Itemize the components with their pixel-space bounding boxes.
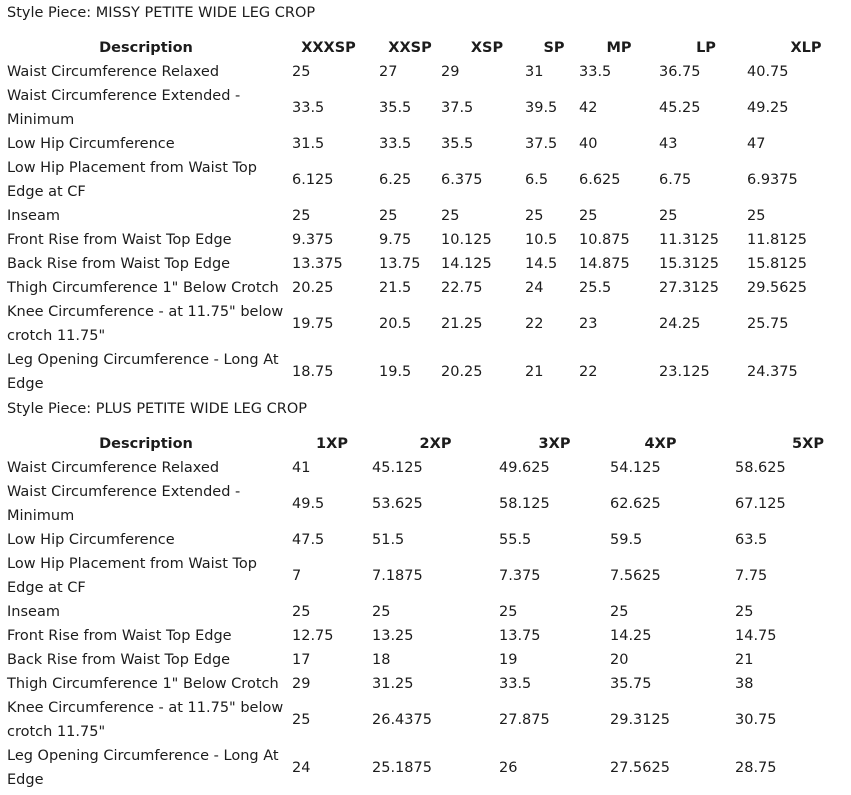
measurement-value: 47.5 <box>292 532 325 548</box>
style-piece-title-plus: Style Piece: PLUS PETITE WIDE LEG CROP <box>7 401 307 417</box>
measurement-value: 10.125 <box>441 232 492 248</box>
measurement-label: Back Rise from Waist Top Edge <box>7 256 231 272</box>
measurement-value: 25 <box>379 208 398 224</box>
measurement-value: 25 <box>292 712 311 728</box>
measurement-value: 58.125 <box>499 496 550 512</box>
measurement-value: 37.5 <box>525 136 558 152</box>
measurement-value: 13.375 <box>292 256 343 272</box>
measurement-label: Inseam <box>7 208 60 224</box>
measurement-value: 24 <box>292 760 311 776</box>
measurement-value: 25.1875 <box>372 760 432 776</box>
table-row <box>0 156 851 204</box>
header-size-5xp: 5XP <box>792 436 824 452</box>
table-row <box>0 624 851 648</box>
measurement-value: 6.25 <box>379 172 412 188</box>
measurement-value: 25 <box>610 604 629 620</box>
table-row <box>0 252 851 276</box>
measurement-value: 25 <box>747 208 766 224</box>
measurement-value: 38 <box>735 676 754 692</box>
table-row <box>0 60 851 84</box>
measurement-value: 62.625 <box>610 496 661 512</box>
measurement-value: 12.75 <box>292 628 334 644</box>
measurement-value: 35.5 <box>379 100 412 116</box>
measurement-value: 21 <box>525 364 544 380</box>
measurement-value: 10.5 <box>525 232 558 248</box>
table-row <box>0 480 851 528</box>
table-row <box>0 84 851 132</box>
measurement-value: 25 <box>579 208 598 224</box>
measurement-value: 27.875 <box>499 712 550 728</box>
measurement-value: 19.75 <box>292 316 334 332</box>
measurement-label: Front Rise from Waist Top Edge <box>7 232 232 248</box>
header-size-3xp: 3XP <box>538 436 571 452</box>
table-row <box>0 672 851 696</box>
measurement-label: Leg Opening Circumference - Long At Edge <box>7 352 279 392</box>
table-row <box>0 600 851 624</box>
measurement-value: 31.5 <box>292 136 325 152</box>
measurement-label: Low Hip Placement from Waist Top Edge at CF <box>7 556 257 596</box>
measurement-value: 49.5 <box>292 496 325 512</box>
header-size-xxxsp: XXXSP <box>301 40 356 56</box>
measurement-label: Low Hip Placement from Waist Top Edge at CF <box>7 160 257 200</box>
measurement-value: 27.5625 <box>610 760 670 776</box>
table-row <box>0 132 851 156</box>
measurement-value: 29 <box>292 676 311 692</box>
measurement-value: 20 <box>610 652 629 668</box>
measurement-value: 25 <box>441 208 460 224</box>
measurement-value: 13.25 <box>372 628 414 644</box>
measurement-value: 26.4375 <box>372 712 432 728</box>
measurement-value: 19.5 <box>379 364 412 380</box>
measurement-value: 22.75 <box>441 280 483 296</box>
measurement-label: Knee Circumference - at 11.75" below crotch 11.75" <box>7 700 284 740</box>
measurement-value: 6.5 <box>525 172 549 188</box>
measurement-value: 7.75 <box>735 568 768 584</box>
measurement-value: 6.625 <box>579 172 621 188</box>
measurement-value: 23.125 <box>659 364 710 380</box>
measurement-value: 20.5 <box>379 316 412 332</box>
measurement-value: 6.75 <box>659 172 692 188</box>
measurement-label: Back Rise from Waist Top Edge <box>7 652 231 668</box>
table-row <box>0 456 851 480</box>
measurement-value: 25 <box>292 64 311 80</box>
header-size-1xp: 1XP <box>316 436 348 452</box>
header-size-lp: LP <box>696 40 716 56</box>
measurement-value: 25 <box>372 604 391 620</box>
measurement-label: Waist Circumference Relaxed <box>7 460 220 476</box>
measurement-value: 21.5 <box>379 280 412 296</box>
table-header-row <box>0 36 851 60</box>
measurement-value: 25.75 <box>747 316 789 332</box>
measurement-value: 33.5 <box>292 100 325 116</box>
measurement-value: 49.25 <box>747 100 789 116</box>
measurement-value: 25 <box>292 604 311 620</box>
measurement-value: 45.125 <box>372 460 423 476</box>
table-row <box>0 648 851 672</box>
table-header-row <box>0 432 851 456</box>
measurement-value: 67.125 <box>735 496 786 512</box>
table-row <box>0 276 851 300</box>
measurement-value: 55.5 <box>499 532 532 548</box>
header-size-2xp: 2XP <box>419 436 452 452</box>
measurement-value: 49.625 <box>499 460 550 476</box>
measurement-value: 18.75 <box>292 364 334 380</box>
measurement-value: 51.5 <box>372 532 405 548</box>
measurement-value: 9.75 <box>379 232 412 248</box>
measurement-value: 33.5 <box>579 64 612 80</box>
measurement-value: 14.75 <box>735 628 777 644</box>
measurement-label: Thigh Circumference 1" Below Crotch <box>7 280 279 296</box>
measurement-value: 14.25 <box>610 628 652 644</box>
measurement-value: 9.375 <box>292 232 334 248</box>
measurement-value: 29 <box>441 64 460 80</box>
measurement-value: 23 <box>579 316 598 332</box>
measurement-label: Waist Circumference Relaxed <box>7 64 220 80</box>
measurement-value: 7.375 <box>499 568 541 584</box>
measurement-value: 7 <box>292 568 302 584</box>
measurement-value: 22 <box>525 316 544 332</box>
spec-table-missy <box>0 36 851 396</box>
measurement-value: 14.875 <box>579 256 630 272</box>
style-piece-title-missy: Style Piece: MISSY PETITE WIDE LEG CROP <box>7 5 316 21</box>
measurement-value: 21 <box>735 652 754 668</box>
table-row <box>0 528 851 552</box>
measurement-value: 22 <box>579 364 598 380</box>
measurement-value: 53.625 <box>372 496 423 512</box>
measurement-value: 14.125 <box>441 256 492 272</box>
measurement-value: 20.25 <box>441 364 483 380</box>
measurement-value: 26 <box>499 760 518 776</box>
measurement-value: 47 <box>747 136 766 152</box>
measurement-value: 59.5 <box>610 532 643 548</box>
header-description: Description <box>99 40 193 56</box>
table-row <box>0 744 851 792</box>
measurement-label: Inseam <box>7 604 60 620</box>
measurement-value: 25 <box>499 604 518 620</box>
table-row <box>0 552 851 600</box>
measurement-label: Low Hip Circumference <box>7 532 175 548</box>
measurement-value: 7.1875 <box>372 568 423 584</box>
header-description: Description <box>99 436 193 452</box>
measurement-value: 24 <box>525 280 544 296</box>
measurement-value: 13.75 <box>379 256 421 272</box>
measurement-value: 35.5 <box>441 136 474 152</box>
measurement-value: 37.5 <box>441 100 474 116</box>
measurement-label: Leg Opening Circumference - Long At Edge <box>7 748 279 788</box>
measurement-value: 63.5 <box>735 532 768 548</box>
table-row <box>0 696 851 744</box>
measurement-value: 36.75 <box>659 64 701 80</box>
header-size-4xp: 4XP <box>644 436 677 452</box>
measurement-label: Front Rise from Waist Top Edge <box>7 628 232 644</box>
measurement-value: 10.875 <box>579 232 630 248</box>
measurement-value: 14.5 <box>525 256 558 272</box>
header-size-mp: MP <box>606 40 632 56</box>
table-row <box>0 228 851 252</box>
table-row <box>0 348 851 396</box>
measurement-value: 20.25 <box>292 280 334 296</box>
measurement-value: 6.375 <box>441 172 483 188</box>
measurement-value: 7.5625 <box>610 568 661 584</box>
measurement-value: 42 <box>579 100 598 116</box>
measurement-value: 33.5 <box>499 676 532 692</box>
measurement-label: Low Hip Circumference <box>7 136 175 152</box>
header-size-xlp: XLP <box>790 40 822 56</box>
measurement-value: 40.75 <box>747 64 789 80</box>
measurement-value: 15.3125 <box>659 256 719 272</box>
measurement-value: 31.25 <box>372 676 414 692</box>
measurement-value: 54.125 <box>610 460 661 476</box>
measurement-value: 27 <box>379 64 398 80</box>
measurement-value: 21.25 <box>441 316 483 332</box>
measurement-value: 41 <box>292 460 311 476</box>
measurement-value: 24.25 <box>659 316 701 332</box>
measurement-label: Thigh Circumference 1" Below Crotch <box>7 676 279 692</box>
measurement-value: 45.25 <box>659 100 701 116</box>
measurement-value: 43 <box>659 136 678 152</box>
measurement-value: 25 <box>525 208 544 224</box>
measurement-value: 28.75 <box>735 760 777 776</box>
measurement-value: 24.375 <box>747 364 798 380</box>
header-size-sp: SP <box>543 40 565 56</box>
measurement-label: Waist Circumference Extended - Minimum <box>7 484 241 524</box>
header-size-xxsp: XXSP <box>388 40 432 56</box>
measurement-value: 17 <box>292 652 311 668</box>
measurement-value: 19 <box>499 652 518 668</box>
measurement-value: 30.75 <box>735 712 777 728</box>
measurement-value: 27.3125 <box>659 280 719 296</box>
measurement-value: 13.75 <box>499 628 541 644</box>
measurement-value: 6.125 <box>292 172 334 188</box>
measurement-value: 58.625 <box>735 460 786 476</box>
measurement-value: 25 <box>292 208 311 224</box>
measurement-value: 29.3125 <box>610 712 670 728</box>
header-size-xsp: XSP <box>470 40 504 56</box>
measurement-value: 33.5 <box>379 136 412 152</box>
measurement-value: 25.5 <box>579 280 612 296</box>
spec-table-plus <box>0 432 851 792</box>
measurement-value: 15.8125 <box>747 256 807 272</box>
measurement-value: 6.9375 <box>747 172 798 188</box>
measurement-value: 35.75 <box>610 676 652 692</box>
measurement-value: 25 <box>735 604 754 620</box>
measurement-value: 39.5 <box>525 100 558 116</box>
measurement-value: 29.5625 <box>747 280 807 296</box>
measurement-value: 18 <box>372 652 391 668</box>
measurement-value: 31 <box>525 64 544 80</box>
measurement-value: 40 <box>579 136 598 152</box>
table-row <box>0 300 851 348</box>
measurement-value: 11.3125 <box>659 232 719 248</box>
measurement-value: 25 <box>659 208 678 224</box>
measurement-label: Knee Circumference - at 11.75" below crotch 11.75" <box>7 304 284 344</box>
measurement-label: Waist Circumference Extended - Minimum <box>7 88 241 128</box>
measurement-value: 11.8125 <box>747 232 807 248</box>
table-row <box>0 204 851 228</box>
